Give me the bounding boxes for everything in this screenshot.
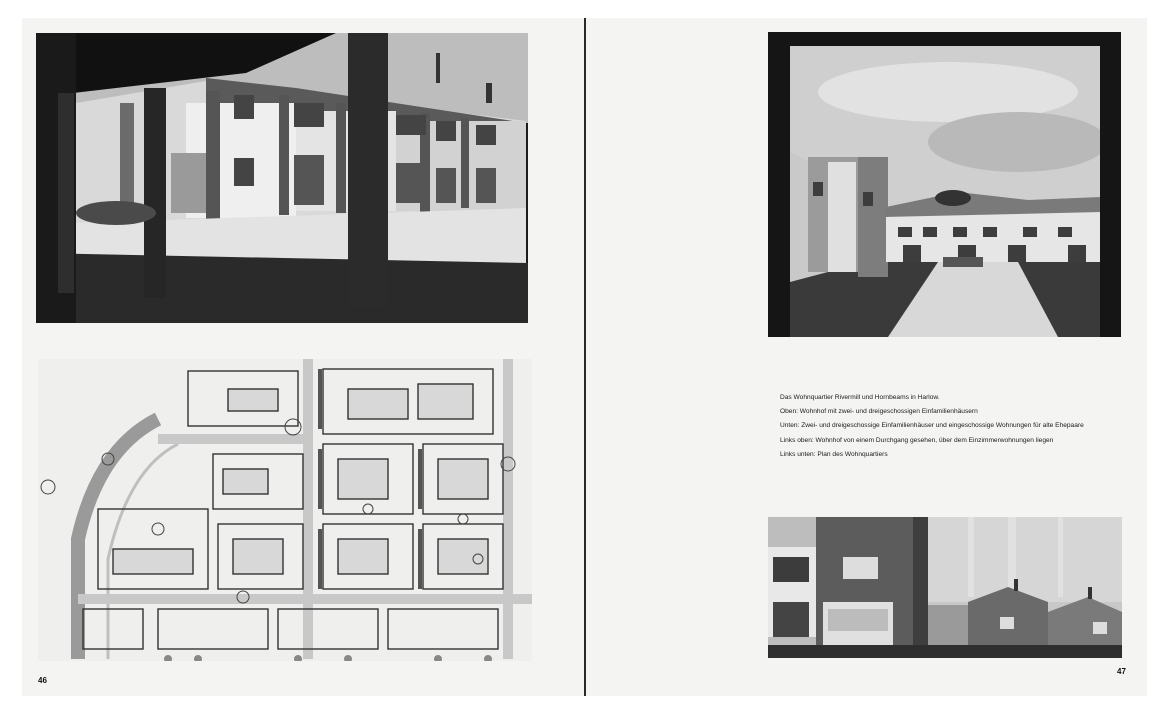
photo-houses-and-bungalows [768,517,1122,658]
caption-title: Das Wohnquartier Rivermill und Hornbeams in Harlow. [780,394,940,401]
photo-courtyard-houses [768,32,1121,337]
page-gutter [584,18,586,696]
caption-top: Oben: Wohnhof mit zwei- und dreigeschossigen Einfamilienhäusern [780,408,978,416]
page-number-right: 47 [1117,667,1126,676]
caption-block [780,391,1120,462]
caption-bottom: Unten: Zwei- und dreigeschossige Einfamilienhäuser und eingeschossige Wohnungen für alte Ehepaare [780,422,1084,430]
site-plan [38,359,532,661]
photo-courtyard-through-passage [36,33,528,323]
caption-left-top: Links oben: Wohnhof von einem Durchgang gesehen, über dem Einzimmerwohnungen liegen [780,436,1054,444]
page-number-left: 46 [38,676,47,685]
caption-left-bottom: Links unten: Plan des Wohnquartiers [780,450,888,458]
